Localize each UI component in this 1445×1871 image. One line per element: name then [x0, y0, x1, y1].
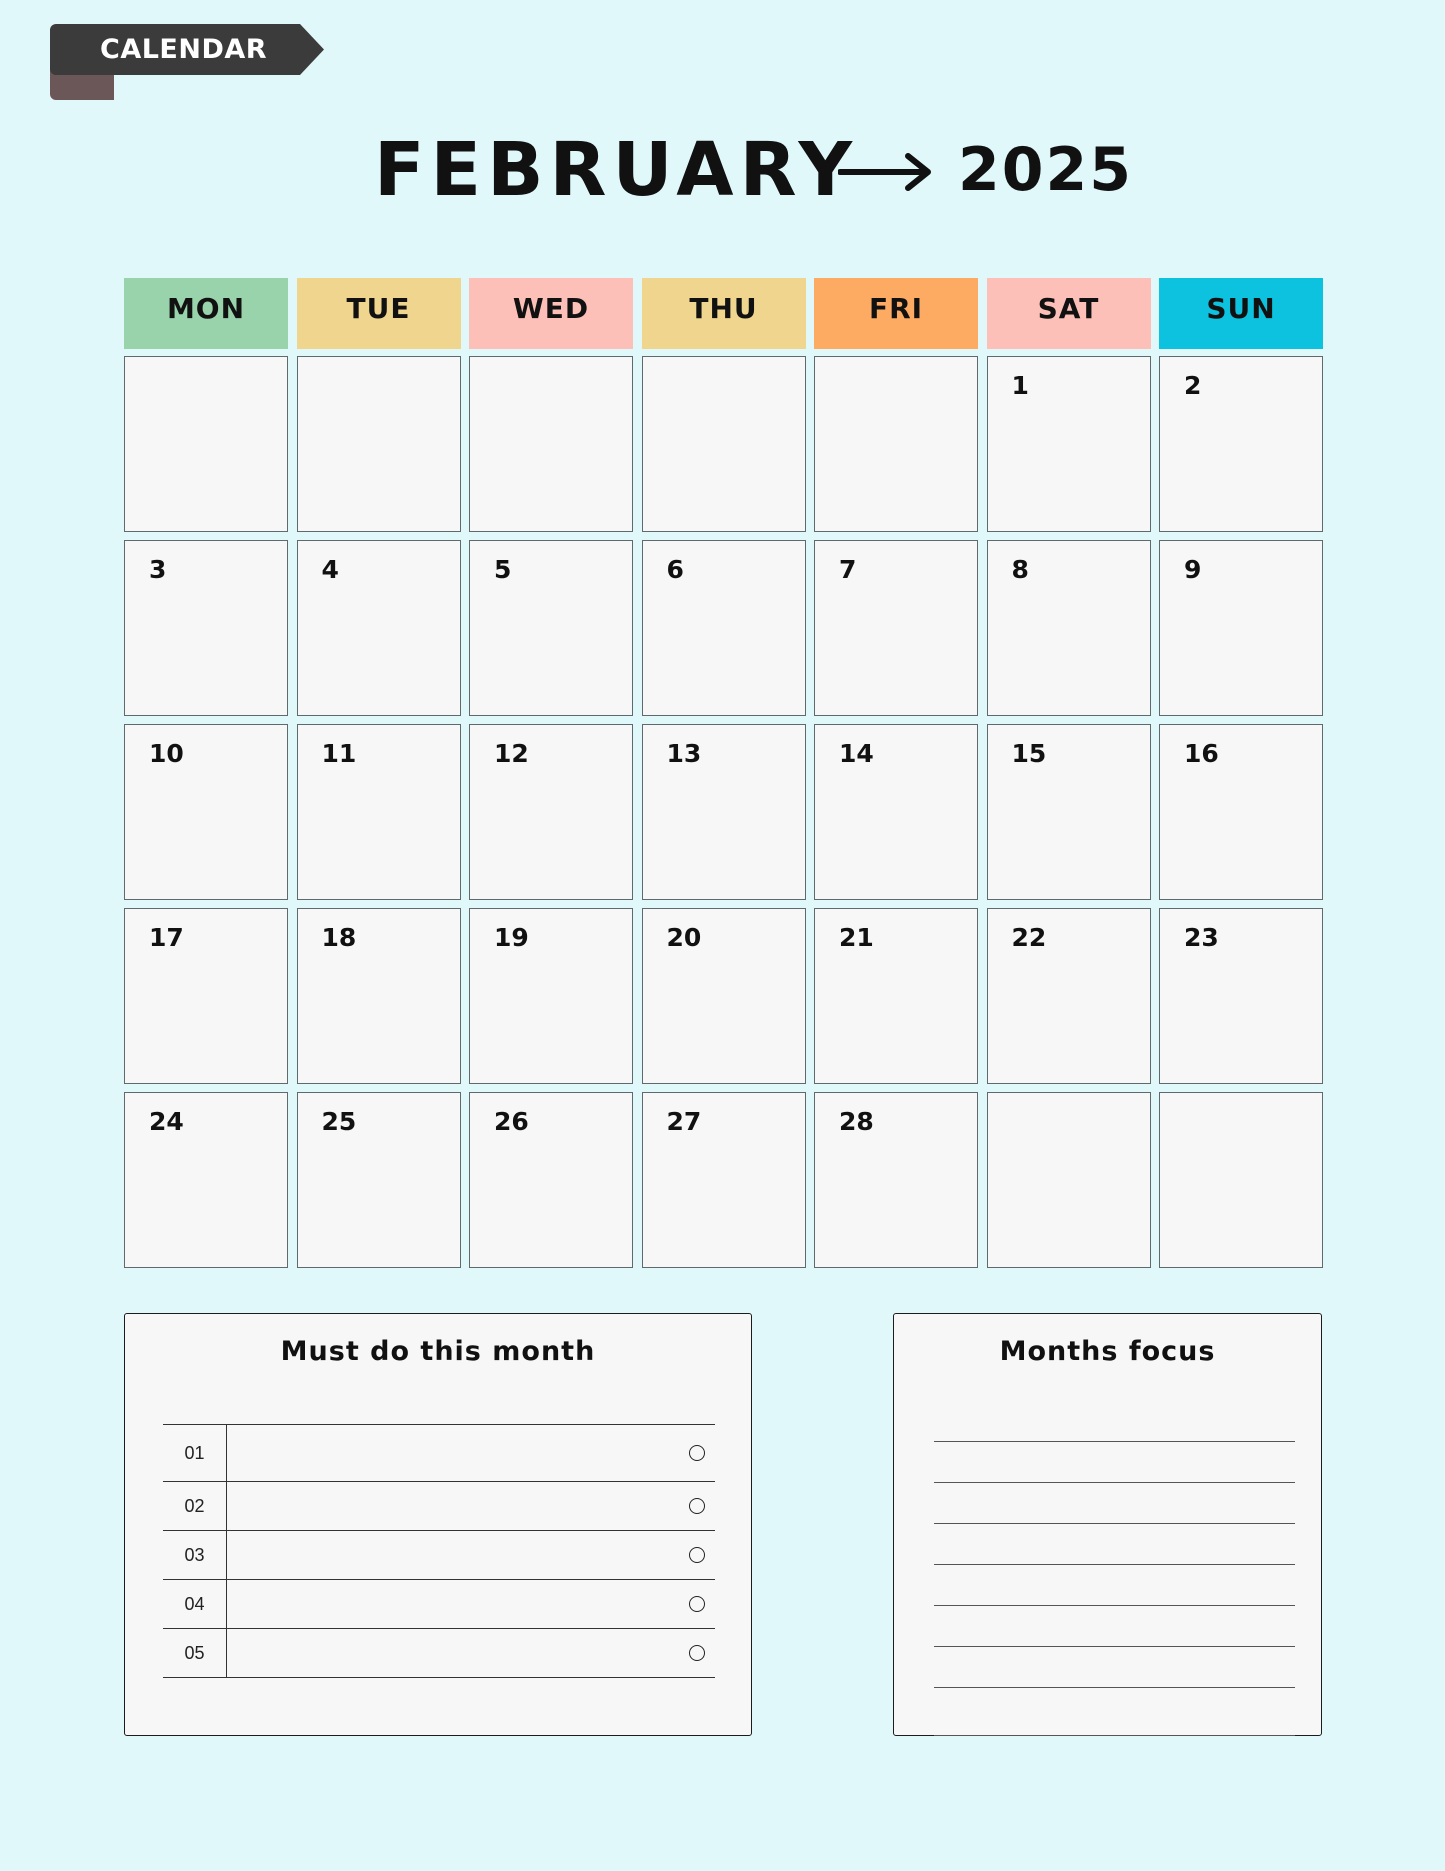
must-do-panel: [124, 1313, 752, 1736]
day-cell-14[interactable]: [814, 724, 978, 900]
day-number: 11: [321, 739, 357, 768]
calendar-tag: [50, 24, 324, 100]
day-cell-23[interactable]: [1159, 908, 1323, 1084]
focus-line[interactable]: [934, 1524, 1295, 1565]
long-right-arrow-icon: [838, 150, 934, 194]
day-number: 3: [149, 555, 167, 584]
day-number: 26: [494, 1107, 529, 1136]
day-number: 25: [321, 1107, 357, 1136]
weekday-sun: SUN: [1159, 278, 1323, 349]
day-cell-13[interactable]: [642, 724, 806, 900]
day-number: 14: [839, 739, 874, 768]
day-cell-15[interactable]: [987, 724, 1151, 900]
day-cell-8[interactable]: [987, 540, 1151, 716]
day-cell-16[interactable]: [1159, 724, 1323, 900]
month-title: FEBRUARY: [374, 127, 859, 213]
day-number: 28: [839, 1107, 874, 1136]
months-focus-panel: [893, 1313, 1322, 1736]
weekday-wed: WED: [469, 278, 633, 349]
day-cell-empty[interactable]: [1159, 1092, 1323, 1268]
day-number: 18: [321, 923, 357, 952]
day-cell-10[interactable]: [124, 724, 288, 900]
day-number: 10: [149, 739, 184, 768]
weekday-fri: FRI: [814, 278, 978, 349]
year-title: 2025: [958, 135, 1133, 205]
focus-line[interactable]: [934, 1442, 1295, 1483]
day-cell-empty[interactable]: [469, 356, 633, 532]
day-cell-24[interactable]: [124, 1092, 288, 1268]
circle-checkbox-icon[interactable]: [689, 1645, 705, 1661]
day-number: 27: [666, 1107, 702, 1136]
day-number: 8: [1011, 555, 1029, 584]
day-cell-17[interactable]: [124, 908, 288, 1084]
circle-checkbox-icon[interactable]: [689, 1547, 705, 1563]
day-cell-11[interactable]: [297, 724, 461, 900]
focus-line[interactable]: [934, 1647, 1295, 1688]
weekday-mon: MON: [124, 278, 288, 349]
day-cell-empty[interactable]: [814, 356, 978, 532]
day-cell-20[interactable]: [642, 908, 806, 1084]
todo-row[interactable]: [163, 1425, 715, 1482]
todo-number: 04: [163, 1580, 227, 1628]
must-do-title: Must do this month: [280, 1336, 596, 1367]
focus-line[interactable]: [934, 1401, 1295, 1442]
day-cell-9[interactable]: [1159, 540, 1323, 716]
weekday-sat: SAT: [987, 278, 1151, 349]
day-number: 24: [149, 1107, 184, 1136]
todo-number: 03: [163, 1531, 227, 1579]
todo-row[interactable]: [163, 1580, 715, 1629]
day-number: 21: [839, 923, 874, 952]
months-focus-title: Months focus: [999, 1336, 1216, 1367]
day-cell-4[interactable]: [297, 540, 461, 716]
day-number: 5: [494, 555, 512, 584]
day-number: 9: [1184, 555, 1202, 584]
day-number: 12: [494, 739, 529, 768]
weekday-tue: TUE: [297, 278, 461, 349]
day-cell-empty[interactable]: [297, 356, 461, 532]
day-cell-27[interactable]: [642, 1092, 806, 1268]
todo-row[interactable]: [163, 1482, 715, 1531]
circle-checkbox-icon[interactable]: [689, 1445, 705, 1461]
day-cell-22[interactable]: [987, 908, 1151, 1084]
day-cell-28[interactable]: [814, 1092, 978, 1268]
day-cell-26[interactable]: [469, 1092, 633, 1268]
day-number: 6: [666, 555, 684, 584]
day-cell-19[interactable]: [469, 908, 633, 1084]
day-cell-18[interactable]: [297, 908, 461, 1084]
focus-line[interactable]: [934, 1688, 1295, 1736]
focus-line[interactable]: [934, 1483, 1295, 1524]
must-do-list: [163, 1424, 715, 1678]
focus-lines: [934, 1401, 1295, 1736]
day-cell-5[interactable]: [469, 540, 633, 716]
day-cell-empty[interactable]: [987, 1092, 1151, 1268]
day-cell-2[interactable]: [1159, 356, 1323, 532]
day-cell-7[interactable]: [814, 540, 978, 716]
calendar-grid: [124, 356, 1323, 1268]
todo-number: 02: [163, 1482, 227, 1530]
day-cell-25[interactable]: [297, 1092, 461, 1268]
todo-row[interactable]: [163, 1629, 715, 1678]
weekday-header-row: [124, 278, 1323, 349]
day-number: 17: [149, 923, 184, 952]
todo-row[interactable]: [163, 1531, 715, 1580]
day-cell-6[interactable]: [642, 540, 806, 716]
day-number: 2: [1184, 371, 1202, 400]
day-cell-empty[interactable]: [642, 356, 806, 532]
day-number: 23: [1184, 923, 1219, 952]
day-number: 15: [1011, 739, 1047, 768]
day-number: 13: [666, 739, 702, 768]
day-number: 22: [1011, 923, 1047, 952]
day-cell-3[interactable]: [124, 540, 288, 716]
focus-line[interactable]: [934, 1606, 1295, 1647]
day-number: 16: [1184, 739, 1219, 768]
day-cell-1[interactable]: [987, 356, 1151, 532]
todo-number: 05: [163, 1629, 227, 1677]
circle-checkbox-icon[interactable]: [689, 1596, 705, 1612]
focus-line[interactable]: [934, 1565, 1295, 1606]
calendar-header: [0, 120, 1445, 220]
tag-label: CALENDAR: [100, 34, 268, 65]
day-number: 4: [321, 555, 339, 584]
day-cell-21[interactable]: [814, 908, 978, 1084]
todo-number: 01: [163, 1425, 227, 1481]
circle-checkbox-icon[interactable]: [689, 1498, 705, 1514]
weekday-thu: THU: [642, 278, 806, 349]
day-number: 19: [494, 923, 529, 952]
day-number: 7: [839, 555, 857, 584]
day-number: 20: [666, 923, 702, 952]
day-cell-12[interactable]: [469, 724, 633, 900]
day-number: 1: [1011, 371, 1029, 400]
day-cell-empty[interactable]: [124, 356, 288, 532]
